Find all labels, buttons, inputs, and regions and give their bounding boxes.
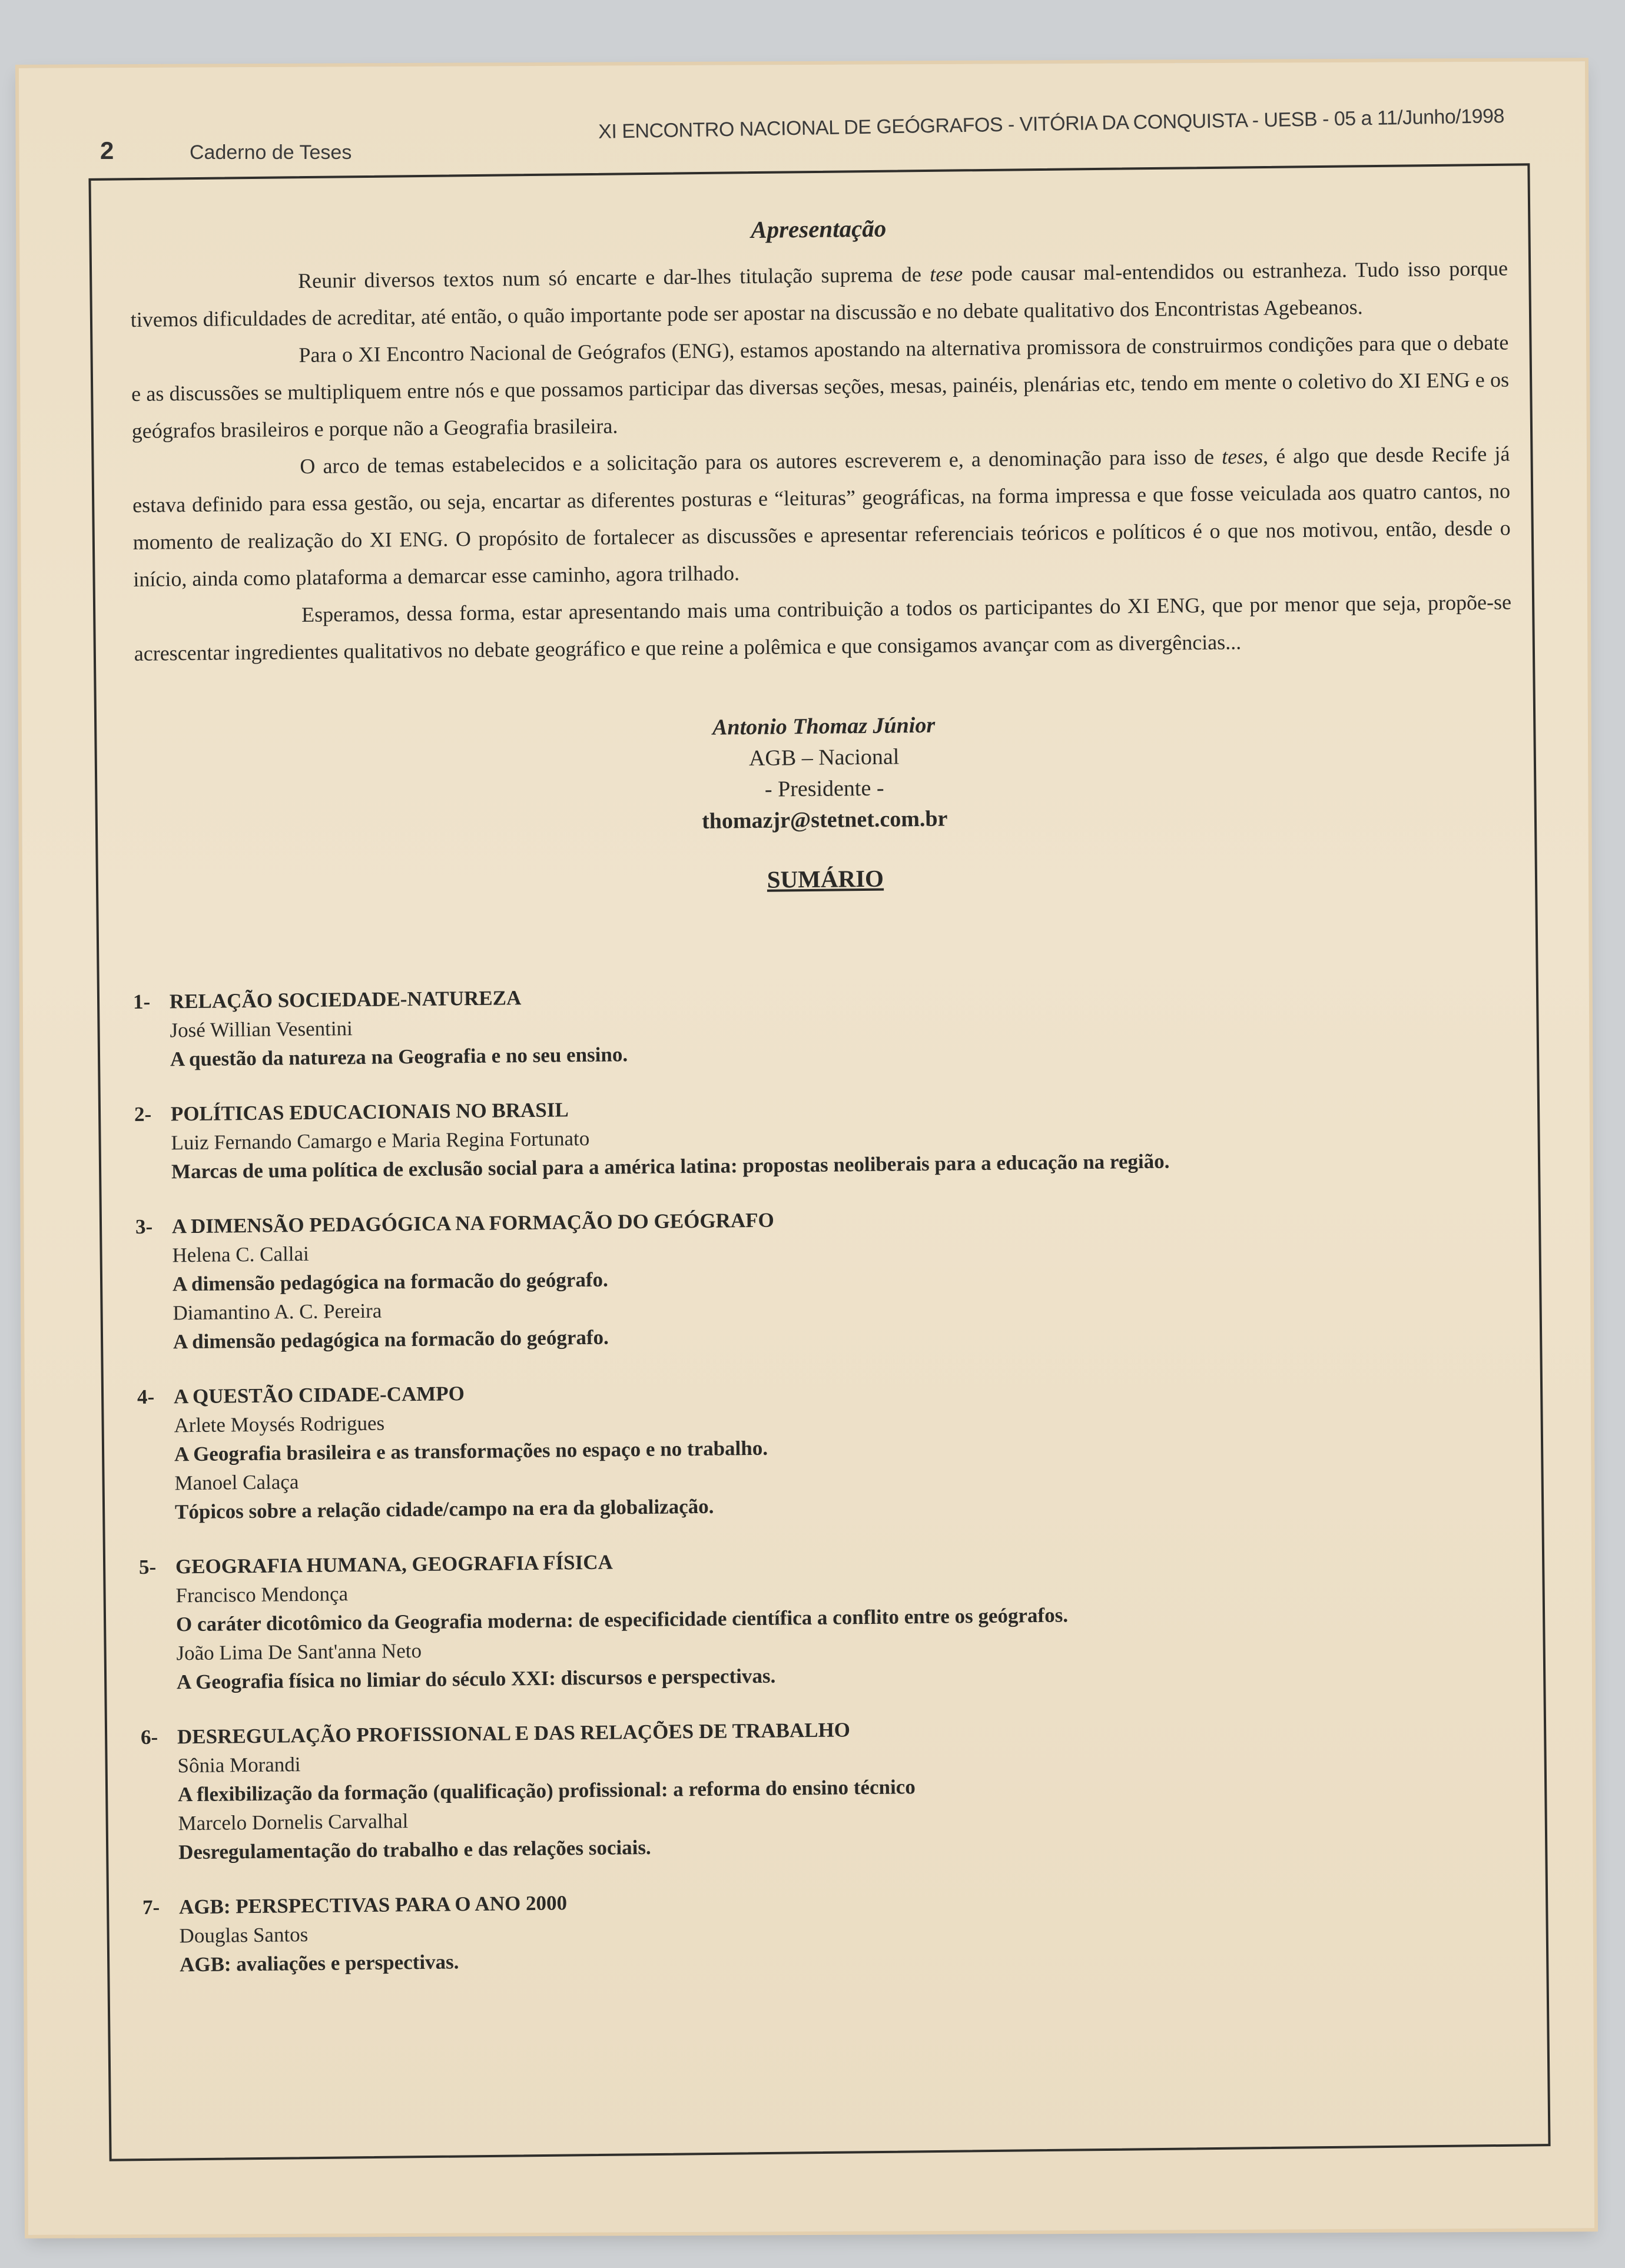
signature-name: Antonio Thomaz Júnior bbox=[712, 712, 936, 740]
thesis-author: Luiz Fernando Camargo e Maria Regina Fortunato bbox=[171, 1126, 590, 1155]
summary-item bbox=[137, 1368, 1521, 1527]
thesis-title: A Geografia brasileira e as transformações no espaço e no trabalho. bbox=[174, 1436, 768, 1466]
thesis-title: A dimensão pedagógica na formacão do geógrafo. bbox=[173, 1325, 609, 1354]
page-number: 2 bbox=[100, 137, 114, 164]
thesis-author: João Lima De Sant'anna Neto bbox=[176, 1639, 422, 1665]
thesis-author: Douglas Santos bbox=[179, 1922, 309, 1948]
summary-theme: RELAÇÃO SOCIEDADE-NATUREZA bbox=[169, 986, 522, 1013]
page-content bbox=[130, 203, 1526, 2005]
running-header: XI ENCONTRO NACIONAL DE GEÓGRAFOS - VITÓRIA DA CONQUISTA - UESB - 05 a 11/Junho/1998 bbox=[598, 105, 1505, 143]
summary-title: SUMÁRIO bbox=[767, 864, 884, 893]
thesis-title: A flexibilização da formação (qualificação) profissional: a reforma do ensino técnico bbox=[177, 1775, 916, 1806]
paragraph-text: Para o XI Encontro Nacional de Geógrafos (ENG), estamos apostando na alternativa promissora de construirmos condições para que o debate e as discussões se multipliquem entre nós e que possamos participar das diversas seções, mesas, painéis, plenárias etc, tendo em mente o coletivo do XI ENG e os geógrafos brasileiros e porque não a Geografia brasileira. bbox=[131, 330, 1510, 443]
summary-number: 5- bbox=[138, 1555, 157, 1579]
summary-item bbox=[135, 1198, 1519, 1357]
thesis-author: Sônia Morandi bbox=[177, 1753, 301, 1778]
summary-number: 6- bbox=[140, 1725, 158, 1749]
presentation-paragraph bbox=[131, 324, 1510, 449]
summary-theme: DESREGULAÇÃO PROFISSIONAL E DAS RELAÇÕES DE TRABALHO bbox=[177, 1718, 851, 1749]
summary-number: 2- bbox=[134, 1102, 152, 1126]
summary-theme: A DIMENSÃO PEDAGÓGICA NA FORMAÇÃO DO GEÓGRAFO bbox=[171, 1208, 774, 1238]
thesis-author: Manoel Calaça bbox=[174, 1470, 299, 1495]
thesis-author: Diamantino A. C. Pereira bbox=[173, 1299, 382, 1325]
thesis-title: Tópicos sobre a relação cidade/campo na era da globalização. bbox=[174, 1494, 714, 1524]
summary-item bbox=[134, 1085, 1517, 1186]
thesis-author: Marcelo Dornelis Carvalhal bbox=[178, 1809, 409, 1835]
summary-item bbox=[141, 1708, 1524, 1867]
paragraph-text: Esperamos, dessa forma, estar apresentando mais uma contribuição a todos os participantes do XI ENG, que por menor que seja, propõe-se acrescentar ingredientes qualitativos no debate geográfico e que reine a polêmica e que consigamos avançar com as divergências... bbox=[134, 590, 1512, 665]
summary-theme: AGB: PERSPECTIVAS PARA O ANO 2000 bbox=[178, 1891, 568, 1919]
thesis-title: Marcas de uma política de exclusão social para a américa latina: propostas neoliberais para a educação na região. bbox=[171, 1149, 1170, 1183]
section-name: Caderno de Teses bbox=[190, 141, 352, 164]
summary-theme: A QUESTÃO CIDADE-CAMPO bbox=[173, 1382, 465, 1408]
presentation-paragraph bbox=[132, 435, 1511, 598]
paragraph-emphasis: tese bbox=[930, 262, 963, 286]
signature-email: thomazjr@stetnet.com.br bbox=[701, 806, 948, 834]
presentation-paragraph bbox=[130, 250, 1508, 338]
summary-item bbox=[133, 973, 1516, 1074]
presentation-paragraph bbox=[134, 583, 1512, 672]
thesis-title: Desregulamentação do trabalho e das relações sociais. bbox=[178, 1835, 651, 1864]
summary-number: 4- bbox=[137, 1385, 155, 1408]
thesis-author: Helena C. Callai bbox=[172, 1242, 309, 1267]
thesis-author: Arlete Moysés Rodrigues bbox=[174, 1411, 385, 1437]
paragraph-emphasis: teses bbox=[1221, 444, 1263, 469]
summary-item bbox=[142, 1878, 1525, 1979]
paragraph-text: Reunir diversos textos num só encarte e dar-lhes titulação suprema de bbox=[297, 262, 930, 293]
paragraph-text: pode causar mal-entendidos ou estranheza. Tudo isso porque tivemos dificuldades de acreditar, até então, o quão importante pode ser apostar na discussão e no debate qualitativo dos Encontristas Agebeanos. bbox=[130, 256, 1508, 331]
presentation-body bbox=[130, 250, 1512, 672]
signature-block bbox=[135, 704, 1514, 843]
thesis-title: AGB: avaliações e perspectivas. bbox=[179, 1950, 459, 1977]
summary-list bbox=[133, 973, 1526, 1979]
thesis-title: O caráter dicotômico da Geografia moderna: de especificidade científica a conflito entre os geógrafos. bbox=[175, 1603, 1069, 1636]
signature-org: AGB – Nacional bbox=[748, 744, 900, 771]
summary-number: 1- bbox=[132, 990, 151, 1014]
presentation-title: Apresentação bbox=[750, 214, 887, 243]
thesis-title: A questão da natureza na Geografia e no seu ensino. bbox=[170, 1043, 628, 1071]
thesis-title: A dimensão pedagógica na formacão do geógrafo. bbox=[172, 1268, 608, 1296]
summary-number: 7- bbox=[142, 1895, 160, 1919]
signature-role: - Presidente - bbox=[764, 775, 884, 802]
summary-theme: GEOGRAFIA HUMANA, GEOGRAFIA FÍSICA bbox=[175, 1550, 613, 1579]
thesis-author: José Willian Vesentini bbox=[170, 1017, 353, 1042]
thesis-title: A Geografia física no limiar do século XXI: discursos e perspectivas. bbox=[176, 1664, 776, 1694]
summary-theme: POLÍTICAS EDUCACIONAIS NO BRASIL bbox=[170, 1098, 569, 1126]
summary-item bbox=[139, 1538, 1523, 1697]
thesis-author: Francisco Mendonça bbox=[175, 1582, 349, 1607]
paragraph-text: O arco de temas estabelecidos e a solicitação para os autores escreverem e, a denominação para isso de bbox=[300, 445, 1222, 478]
paragraph-text: , é algo que desde Recife já estava definido para essa gestão, ou seja, encartar as diferentes posturas e “leituras” geográficas, na forma impressa e que fosse veiculada aos quatro cantos, no momento de realização do XI ENG. O propósito de fortalecer as discussões e apresentar referenciais teóricos e políticos é o que nos motivou, então, desde o início, ainda como plataforma a demarcar esse caminho, agora trilhado. bbox=[132, 442, 1511, 591]
summary-number: 3- bbox=[135, 1215, 153, 1238]
